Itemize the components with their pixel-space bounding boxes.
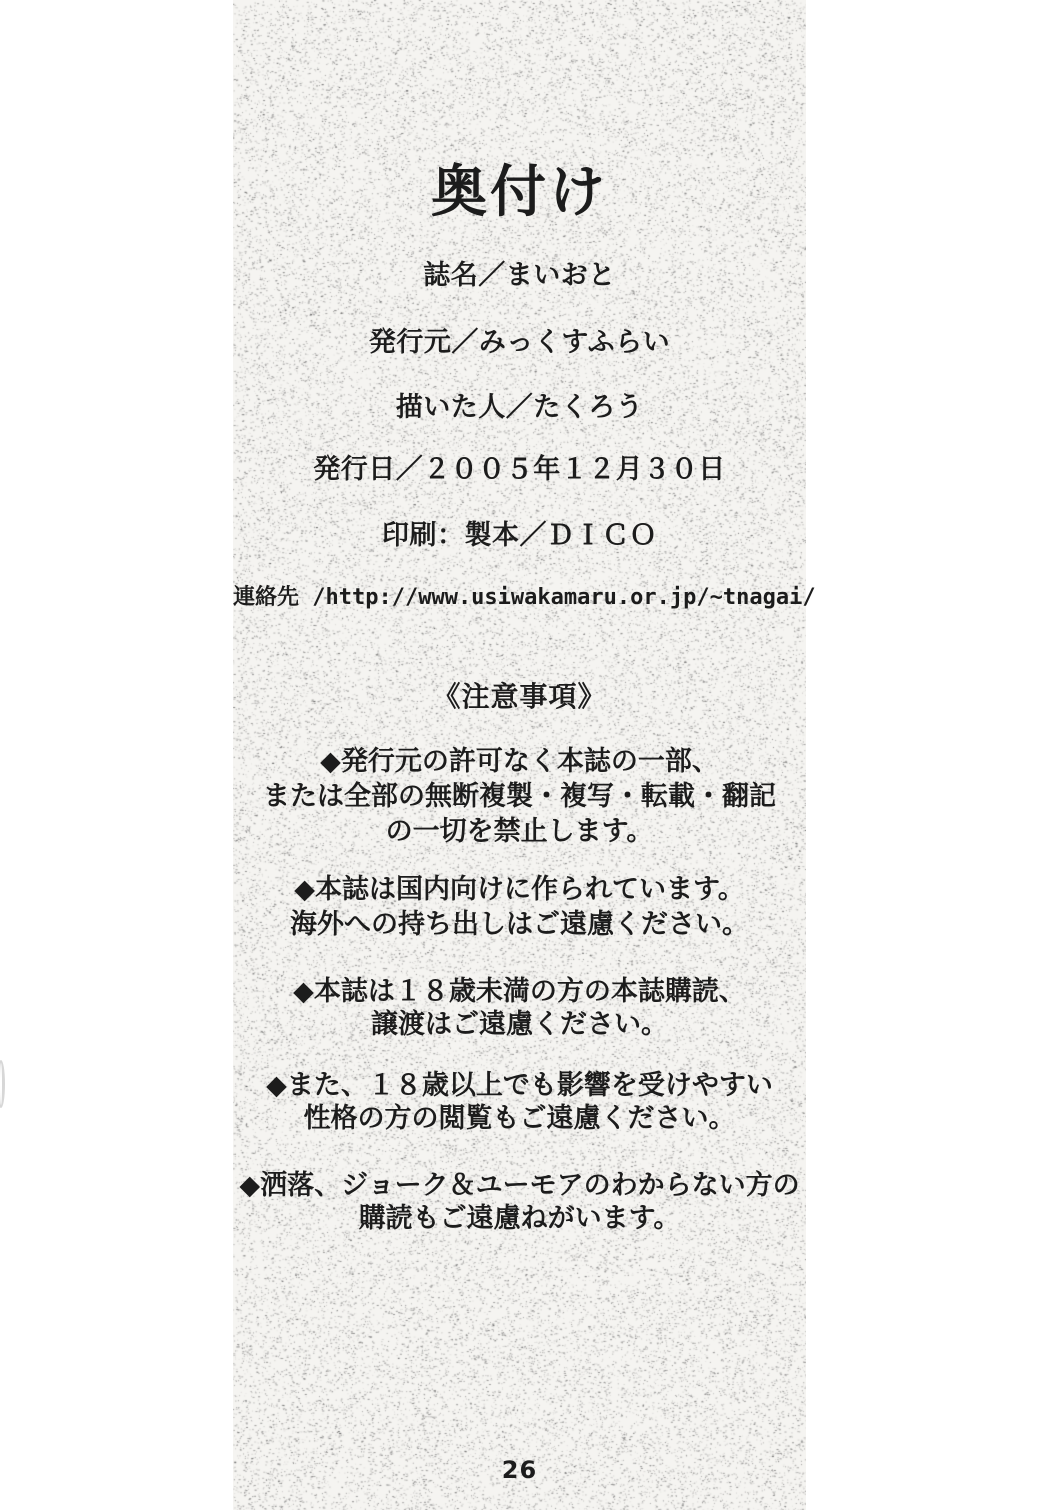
colophon-line-book-title: 誌名／まいおと <box>423 260 616 291</box>
colophon-line-printer: 印刷：製本／ＤＩＣＯ <box>382 520 657 551</box>
notice-item-1-line-2: または全部の無断複製・複写・転載・翻記 <box>263 781 776 812</box>
notice-item-3-line-1: ◆本誌は１８歳未満の方の本誌購読、 <box>293 976 746 1007</box>
notice-item-3-line-2: 譲渡はご遠慮ください。 <box>371 1009 668 1040</box>
notice-item-1-line-3: の一切を禁止します。 <box>385 816 654 847</box>
colophon-line-publication-date: 発行日／２００５年１２月３０日 <box>313 454 726 485</box>
scan-edge-artifact <box>0 1060 5 1108</box>
notice-item-2-line-1: ◆本誌は国内向けに作られています。 <box>294 874 745 905</box>
colophon-line-artist: 描いた人／たくろう <box>395 392 644 423</box>
notice-item-4-line-2: 性格の方の閲覧もご遠慮ください。 <box>303 1103 736 1134</box>
notice-item-2-line-2: 海外への持ち出しはご遠慮ください。 <box>290 909 749 940</box>
notice-item-1-line-1: ◆発行元の許可なく本誌の一部、 <box>320 746 719 777</box>
notice-heading: 《注意事項》 <box>432 680 607 713</box>
page-number: 26 <box>501 1456 538 1484</box>
page-title: 奥付け <box>431 160 608 225</box>
colophon-line-contact-url: 連絡先 /http://www.usiwakamaru.or.jp/~tnagai/ <box>233 585 816 610</box>
notice-item-5-line-2: 購読もご遠慮ねがいます。 <box>358 1203 681 1234</box>
notice-item-4-line-1: ◆また、１８歳以上でも影響を受けやすい <box>266 1070 773 1101</box>
notice-item-5-line-1: ◆洒落、ジョーク＆ユーモアのわからない方の <box>239 1170 800 1201</box>
colophon-line-publisher: 発行元／みっくすふらい <box>368 327 671 358</box>
